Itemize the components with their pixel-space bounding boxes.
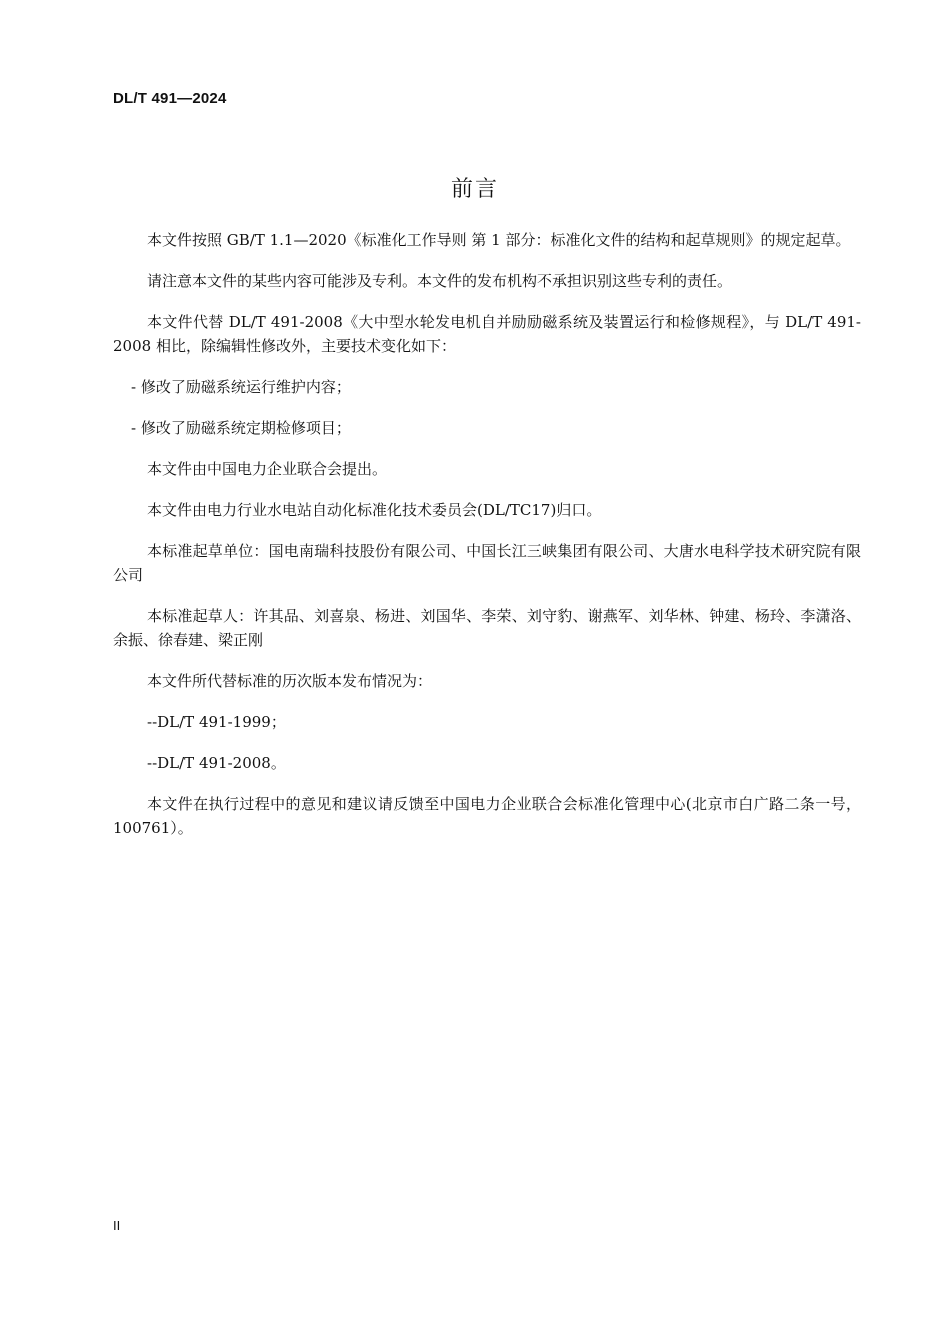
paragraph-patent-notice: 请注意本文件的某些内容可能涉及专利。本文件的发布机构不承担识别这些专利的责任。 [147,272,733,290]
list-item-change-2: - 修改了励磁系统定期检修项目； [131,419,351,437]
page-title: 前言 [450,177,499,202]
paragraph-proposer: 本文件由中国电力企业联合会提出。 [147,460,388,478]
list-item-change-1: - 修改了励磁系统运行维护内容； [131,378,351,396]
paragraph-replacement: 本文件代替 DL/T 491-2008《大中型水轮发电机自并励励磁系统及装置运行和检修规程》，与 DL/T 491-2008 相比，除编辑性修改外，主要技术变化如下： [113,313,861,355]
history-item-2008: --DL/T 491-2008。 [147,754,286,772]
paragraph-history-intro: 本文件所代替标准的历次版本发布情况为： [147,672,433,690]
page-number: II [113,1218,121,1233]
foreword-body [113,228,861,857]
paragraph-drafters: 本标准起草人：许其品、刘喜泉、杨进、刘国华、李荣、刘守豹、谢燕军、刘华林、钟建、杨玲、李潇洛、余振、徐春建、梁正刚 [113,607,861,649]
paragraph-feedback: 本文件在执行过程中的意见和建议请反馈至中国电力企业联合会标准化管理中心(北京市白广路二条一号，100761）。 [113,795,861,837]
paragraph-committee: 本文件由电力行业水电站自动化标准化技术委员会(DL/TC17)归口。 [147,501,602,519]
history-item-1999: --DL/T 491-1999； [147,713,286,731]
document-code: DL/T 491—2024 [113,90,227,107]
paragraph-drafting-units: 本标准起草单位：国电南瑞科技股份有限公司、中国长江三峡集团有限公司、大唐水电科学技术研究院有限公司 [113,542,861,584]
paragraph-drafting-rules: 本文件按照 GB/T 1.1—2020《标准化工作导则 第 1 部分：标准化文件的结构和起草规则》的规定起草。 [147,231,851,249]
